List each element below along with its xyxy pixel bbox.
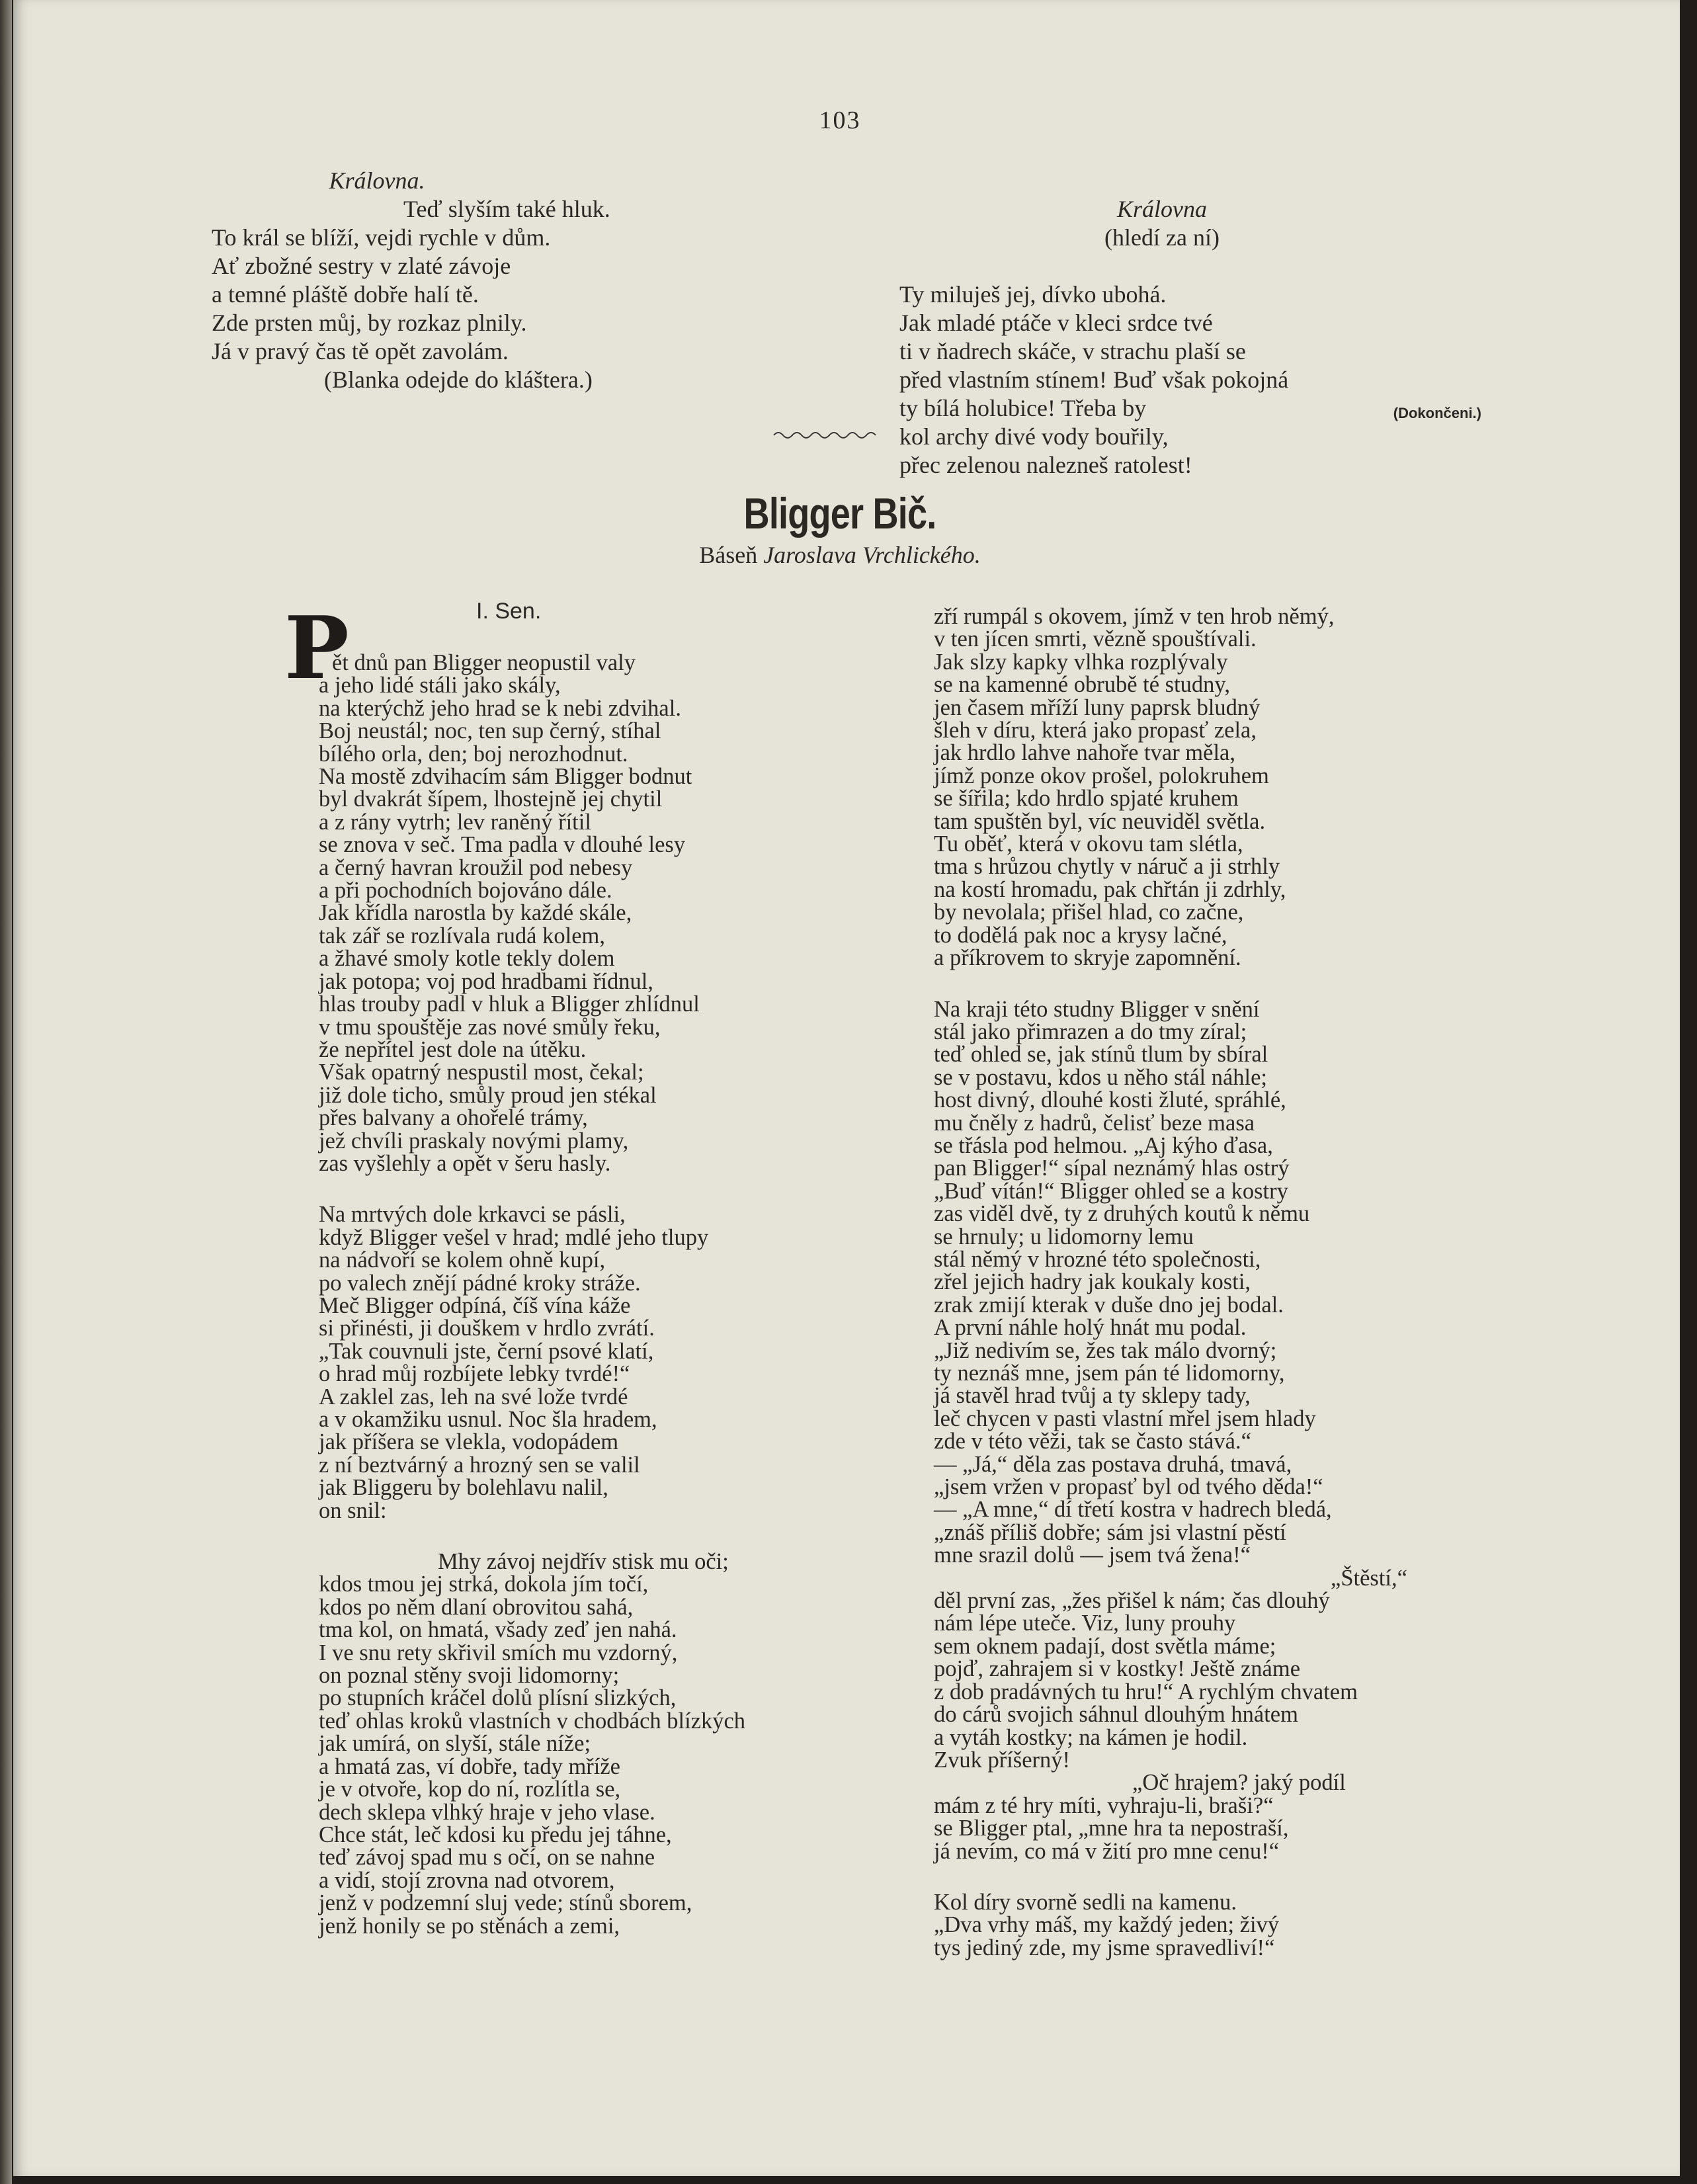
poem-line: mne srazil dolů — jsem tvá žena!“ <box>934 1542 1251 1568</box>
poem-line: je v otvoře, kop do ní, rozlítla se, <box>319 1777 621 1802</box>
poem-line: jak umírá, on slyší, stále níže; <box>319 1731 591 1757</box>
poem-line: jímž ponze okov prošel, polokruhem <box>934 763 1269 788</box>
poem-line: zas viděl dvě, ty z druhých koutů k němu <box>934 1201 1310 1227</box>
poem-line: a v okamžiku usnul. Noc šla hradem, <box>319 1407 657 1432</box>
poem-line: Zvuk příšerný! <box>934 1747 1070 1773</box>
poem-line: se šířila; kdo hrdlo spjaté kruhem <box>934 786 1239 812</box>
poem-line: A první náhle holý hnát mu podal. <box>934 1315 1247 1341</box>
right-para-5 <box>934 1891 1489 1959</box>
poem-line: a z rány vytrh; lev raněný řítil <box>319 809 591 835</box>
poem-line: se třásla pod helmou. „Aj kýho ďasa, <box>934 1132 1273 1158</box>
poem-line: Na mostě zdvihacím sám Bligger bodnut <box>319 764 692 790</box>
poem-line: nám lépe uteče. Viz, luny prouhy <box>934 1611 1236 1636</box>
poem-line: tma kol, on hmatá, všady zeď jen nahá. <box>319 1617 677 1643</box>
dialogue-line: To král se blíží, vejdi rychle v dům. <box>212 224 551 251</box>
poem-line: z dob pradávných tu hru!“ A rychlým chvatem <box>934 1679 1358 1704</box>
left-column <box>319 651 854 1937</box>
poem-line: Tu oběť, která v okovu tam slétla, <box>934 831 1243 857</box>
stanza-gap <box>319 1175 854 1203</box>
subtitle-prefix: Báseň <box>699 542 758 568</box>
speaker-kralovna: Královna <box>1116 196 1207 222</box>
poem-line: děl první zas, „žes přišel k nám; čas dlouhý <box>934 1588 1330 1614</box>
poem-line: „znáš příliš dobře; sám jsi vlastní pěstí <box>934 1519 1286 1545</box>
poem-title: Bligger Bič. <box>743 489 936 538</box>
poem-line: a při pochodních bojováno dále. <box>319 878 612 903</box>
right-para-2 <box>934 998 1489 1567</box>
poem-line: ty neznáš mne, jsem pán té lidomorny, <box>934 1361 1285 1386</box>
right-column <box>934 605 1489 1959</box>
poem-line: tys jediný zde, my jsme spravedliví!“ <box>934 1935 1275 1960</box>
dialogue-line: přec zelenou nalezneš ratolest! <box>899 452 1192 478</box>
poem-line: Jak křídla narostla by každé skále, <box>319 900 632 926</box>
poem-line: zrak zmijí kterak v duše dno jej bodal. <box>934 1292 1284 1318</box>
poem-line: jak hrdlo lahve nahoře tvar měla, <box>934 740 1235 766</box>
book-gutter <box>0 0 12 2184</box>
poem-line: na kostí hromadu, pak chřtán ji zdrhly, <box>934 876 1286 902</box>
poem-line: by nevolala; přišel hlad, co začne, <box>934 900 1244 925</box>
poem-line: Jak slzy kapky vlhka rozplývaly <box>934 649 1228 675</box>
dialogue-line: kol archy divé vody bouřily, <box>899 423 1169 450</box>
speaker-line <box>899 167 1389 280</box>
dialogue-line: ti v ňadrech skáče, v strachu plaší se <box>899 338 1246 364</box>
drop-cap: P <box>284 597 349 698</box>
left-para-1 <box>319 720 854 1175</box>
poem-line: se Bligger ptal, „mne hra ta nepostraší, <box>934 1816 1289 1841</box>
poem-line: a příkrovem to skryje zapomnění. <box>934 945 1241 971</box>
speaker-kralovna: Královna. <box>329 167 425 194</box>
speaker-note: (hledí za ní) <box>1104 224 1220 251</box>
poem-line: se hrnuly; u lidomorny lemu <box>934 1224 1194 1249</box>
poem-line: a vytáh kostky; na kámen je hodil. <box>934 1724 1248 1750</box>
poem-line: já nevím, co má v žití pro mne cenu!“ <box>934 1838 1280 1864</box>
poem-line: jak Bliggeru by bolehlavu nalil, <box>319 1475 608 1501</box>
poem-line: jež chvíli praskaly novými plamy, <box>319 1128 629 1154</box>
poem-line: teď ohled se, jak stínů tlum by sbíral <box>934 1042 1268 1068</box>
left-para-2 <box>319 1203 854 1522</box>
poem-line: teď závoj spad mu s očí, on se nahne <box>319 1845 655 1870</box>
dialogue-line: Ty miluješ jej, dívko ubohá. <box>899 281 1167 308</box>
dialogue-line: ty bílá holubice! Třeba by <box>899 395 1147 421</box>
poem-line: A zaklel zas, leh na své lože tvrdé <box>319 1384 628 1409</box>
poem-line: „Oč hrajem? jaký podíl <box>1132 1770 1346 1796</box>
poem-line: sem oknem padají, dost světla máme; <box>934 1633 1276 1659</box>
poem-line: I ve snu rety skřivil smích mu vzdorný, <box>319 1640 678 1665</box>
poem-line: „Tak couvnuli jste, černí psové klatí, <box>319 1338 654 1364</box>
poem-line: Však opatrný nespustil most, čekal; <box>319 1060 644 1085</box>
poem-line: — „Já,“ děla zas postava druhá, tmavá, <box>934 1451 1292 1477</box>
stanza-gap <box>934 970 1489 998</box>
poem-line: „jsem vržen v propasť byl od tvého děda!“ <box>934 1474 1323 1500</box>
poem-line: stál jako přimrazen a do tmy zíral; <box>934 1019 1247 1044</box>
poem-line: přes balvany a ohořelé trámy, <box>319 1105 588 1131</box>
poem-line: a žhavé smoly kotle tekly dolem <box>319 946 615 972</box>
poem-line: Na kraji této studny Bligger v snění <box>934 996 1260 1022</box>
poem-line: pojď, zahrajem si v kostky! Ještě známe <box>934 1656 1301 1682</box>
poem-line: byl dvakrát šípem, lhostejně jej chytil <box>319 786 663 812</box>
poem-line: „Buď vítán!“ Bligger ohled se a kostry <box>934 1178 1288 1204</box>
poem-line: „Již nedivím se, žes tak málo dvorný; <box>934 1337 1277 1363</box>
dialogue-line: Teď slyším také hluk. <box>403 196 610 222</box>
stanza-gap <box>934 1863 1489 1891</box>
poem-line: si přinésti, ji douškem v hrdlo zvrátí. <box>319 1316 655 1341</box>
poem-line: zas vyšlehly a opět v šeru hasly. <box>319 1150 611 1176</box>
poem-line: se v postavu, kdos u něho stál náhle; <box>934 1064 1268 1090</box>
poem-line: jen časem mříží luny paprsk bludný <box>934 694 1261 720</box>
poem-line: Mhy závoj nejdřív stisk mu oči; <box>438 1549 729 1575</box>
stanza-gap <box>319 1522 854 1550</box>
poem-line: na nádvoří se kolem ohně kupí, <box>319 1247 606 1273</box>
poem-line: bílého orla, den; boj nerozhodnut. <box>319 741 628 767</box>
poem-line: v ten jícen smrti, vězně spouštívali. <box>934 626 1257 652</box>
top-left-dialogue <box>212 167 754 394</box>
book-page <box>13 0 1680 2176</box>
dialogue-line: Já v pravý čas tě opět zavolám. <box>212 338 509 364</box>
poem-line: pan Bligger!“ sípal neznámý hlas ostrý <box>934 1155 1290 1181</box>
poem-line: hlas trouby padl v hluk a Bligger zhlídnul <box>319 991 700 1017</box>
poem-line: Kol díry svorně sedli na kamenu. <box>934 1889 1237 1915</box>
poem-line: tam spuštěn byl, víc neuviděl světla. <box>934 808 1266 834</box>
poem-line: Boj neustál; noc, ten sup černý, stíhal <box>319 718 661 744</box>
poem-line: o hrad můj rozbíjete lebky tvrdé!“ <box>319 1361 630 1387</box>
subtitle-author: Jaroslava Vrchlického. <box>763 542 981 568</box>
poem-line: se na kamenné obrubě té studny, <box>934 672 1231 698</box>
poem-line: že nepřítel jest dole na útěku. <box>319 1036 587 1062</box>
poem-line: „Štěstí,“ <box>1331 1565 1407 1591</box>
poem-line: z ní beztvárný a hrozný sen se valil <box>319 1452 640 1478</box>
poem-line: po valech znějí pádné kroky stráže. <box>319 1270 641 1296</box>
poem-line: do cárů svojich sáhnul dlouhým hnátem <box>934 1702 1298 1728</box>
poem-subtitle <box>595 541 1085 569</box>
poem-line: teď ohlas kroků vlastních v chodbách blízkých <box>319 1708 746 1734</box>
dialogue-line: Zde prsten můj, by rozkaz plnily. <box>212 310 527 336</box>
section-heading: I. Sen. <box>476 599 542 624</box>
poem-line: ět dnů pan Bligger neopustil valy <box>332 650 636 675</box>
right-para-3 <box>934 1589 1489 1771</box>
poem-line: se znova v seč. Tma padla v dlouhé lesy <box>319 832 686 858</box>
left-para-3 <box>319 1573 854 1937</box>
poem-line: host divný, dlouhé kosti žluté, spráhlé, <box>934 1087 1286 1113</box>
poem-line: tak zář se rozlívala rudá kolem, <box>319 923 605 948</box>
poem-line: a černý havran kroužil pod nebesy <box>319 855 633 880</box>
poem-line: na kterýchž jeho hrad se k nebi zdvihal. <box>319 695 681 721</box>
poem-line: on snil: <box>319 1497 387 1523</box>
poem-line: kdos po něm dlaní obrovitou sahá, <box>319 1594 634 1620</box>
right-para-1 <box>934 605 1489 970</box>
poem-line: jenž v podzemní sluj vede; stínů sborem, <box>319 1890 692 1916</box>
poem-line: zde v této věži, tak se často stává.“ <box>934 1429 1251 1454</box>
poem-line: kdos tmou jej strká, dokola jím točí, <box>319 1572 649 1597</box>
poem-line: a vidí, stojí zrovna nad otvorem, <box>319 1867 615 1893</box>
poem-line: jak příšera se vlekla, vodopádem <box>319 1429 619 1455</box>
poem-line: a hmatá zas, ví dobře, tady mříže <box>319 1753 620 1779</box>
right-para-4 <box>934 1794 1489 1863</box>
poem-line: když Bligger vešel v hrad; mdlé jeho tlupy <box>319 1224 709 1250</box>
dialogue-line: Ať zbožné sestry v zlaté závoje <box>212 253 511 279</box>
poem-line: zří rumpál s okovem, jímž v ten hrob němý, <box>934 604 1335 629</box>
dialogue-line: a temné pláště dobře halí tě. <box>212 281 479 308</box>
poem-line: Chce stát, leč kdosi ku předu jej táhne, <box>319 1822 672 1847</box>
poem-line: v tmu spouštěje zas nové smůly řeku, <box>319 1014 661 1040</box>
poem-line: dech sklepa vlhký hraje v jeho vlase. <box>319 1799 655 1825</box>
poem-line: leč chycen v pasti vlastní mřel jsem hlady <box>934 1406 1316 1431</box>
poem-line: Meč Bligger odpíná, číš vína káže <box>319 1292 631 1318</box>
poem-line: jenž honily se po stěnách a zemi, <box>319 1913 620 1939</box>
poem-line: stál němý v hrozné této společnosti, <box>934 1246 1261 1272</box>
poem-line: mám z té hry míti, vyhraju-li, braši?“ <box>934 1792 1274 1818</box>
dialogue-line: Jak mladé ptáče v kleci srdce tvé <box>899 310 1213 336</box>
continuation-note: (Dokončeni.) <box>1393 405 1481 421</box>
poem-line: šleh v díru, která jako propasť zela, <box>934 718 1257 743</box>
wavy-separator <box>772 429 878 442</box>
poem-line: Na mrtvých dole krkavci se pásli, <box>319 1202 626 1228</box>
poem-line: již dole ticho, smůly proud jen stékal <box>319 1082 657 1108</box>
poem-line: já stavěl hrad tvůj a ty sklepy tady, <box>934 1383 1251 1409</box>
top-right-dialogue <box>899 167 1481 480</box>
poem-line: zřel jejich hadry jak koukaly kosti, <box>934 1269 1251 1295</box>
poem-line: on poznal stěny svoji lidomorny; <box>319 1663 620 1689</box>
poem-line: a jeho lidé stáli jako skály, <box>319 673 561 698</box>
page-number: 103 <box>819 106 861 134</box>
poem-line: jak potopa; voj pod hradbami řídnul, <box>319 968 653 994</box>
poem-line: — „A mne,“ dí třetí kostra v hadrech bledá, <box>934 1497 1332 1523</box>
poem-line: mu čněly z hadrů, čelisť beze masa <box>934 1110 1255 1136</box>
poem-line: po stupních kráčel dolů plísní slizkých, <box>319 1685 677 1711</box>
poem-line: to dodělá pak noc a krysy lačné, <box>934 922 1227 948</box>
stage-direction: (Blanka odejde do kláštera.) <box>324 366 593 393</box>
poem-line: tma s hrůzou chytly v náruč a ji strhly <box>934 854 1280 880</box>
poem-line: „Dva vrhy máš, my každý jeden; živý <box>934 1912 1280 1938</box>
dialogue-line: před vlastním stínem! Buď však pokojná <box>899 366 1289 393</box>
